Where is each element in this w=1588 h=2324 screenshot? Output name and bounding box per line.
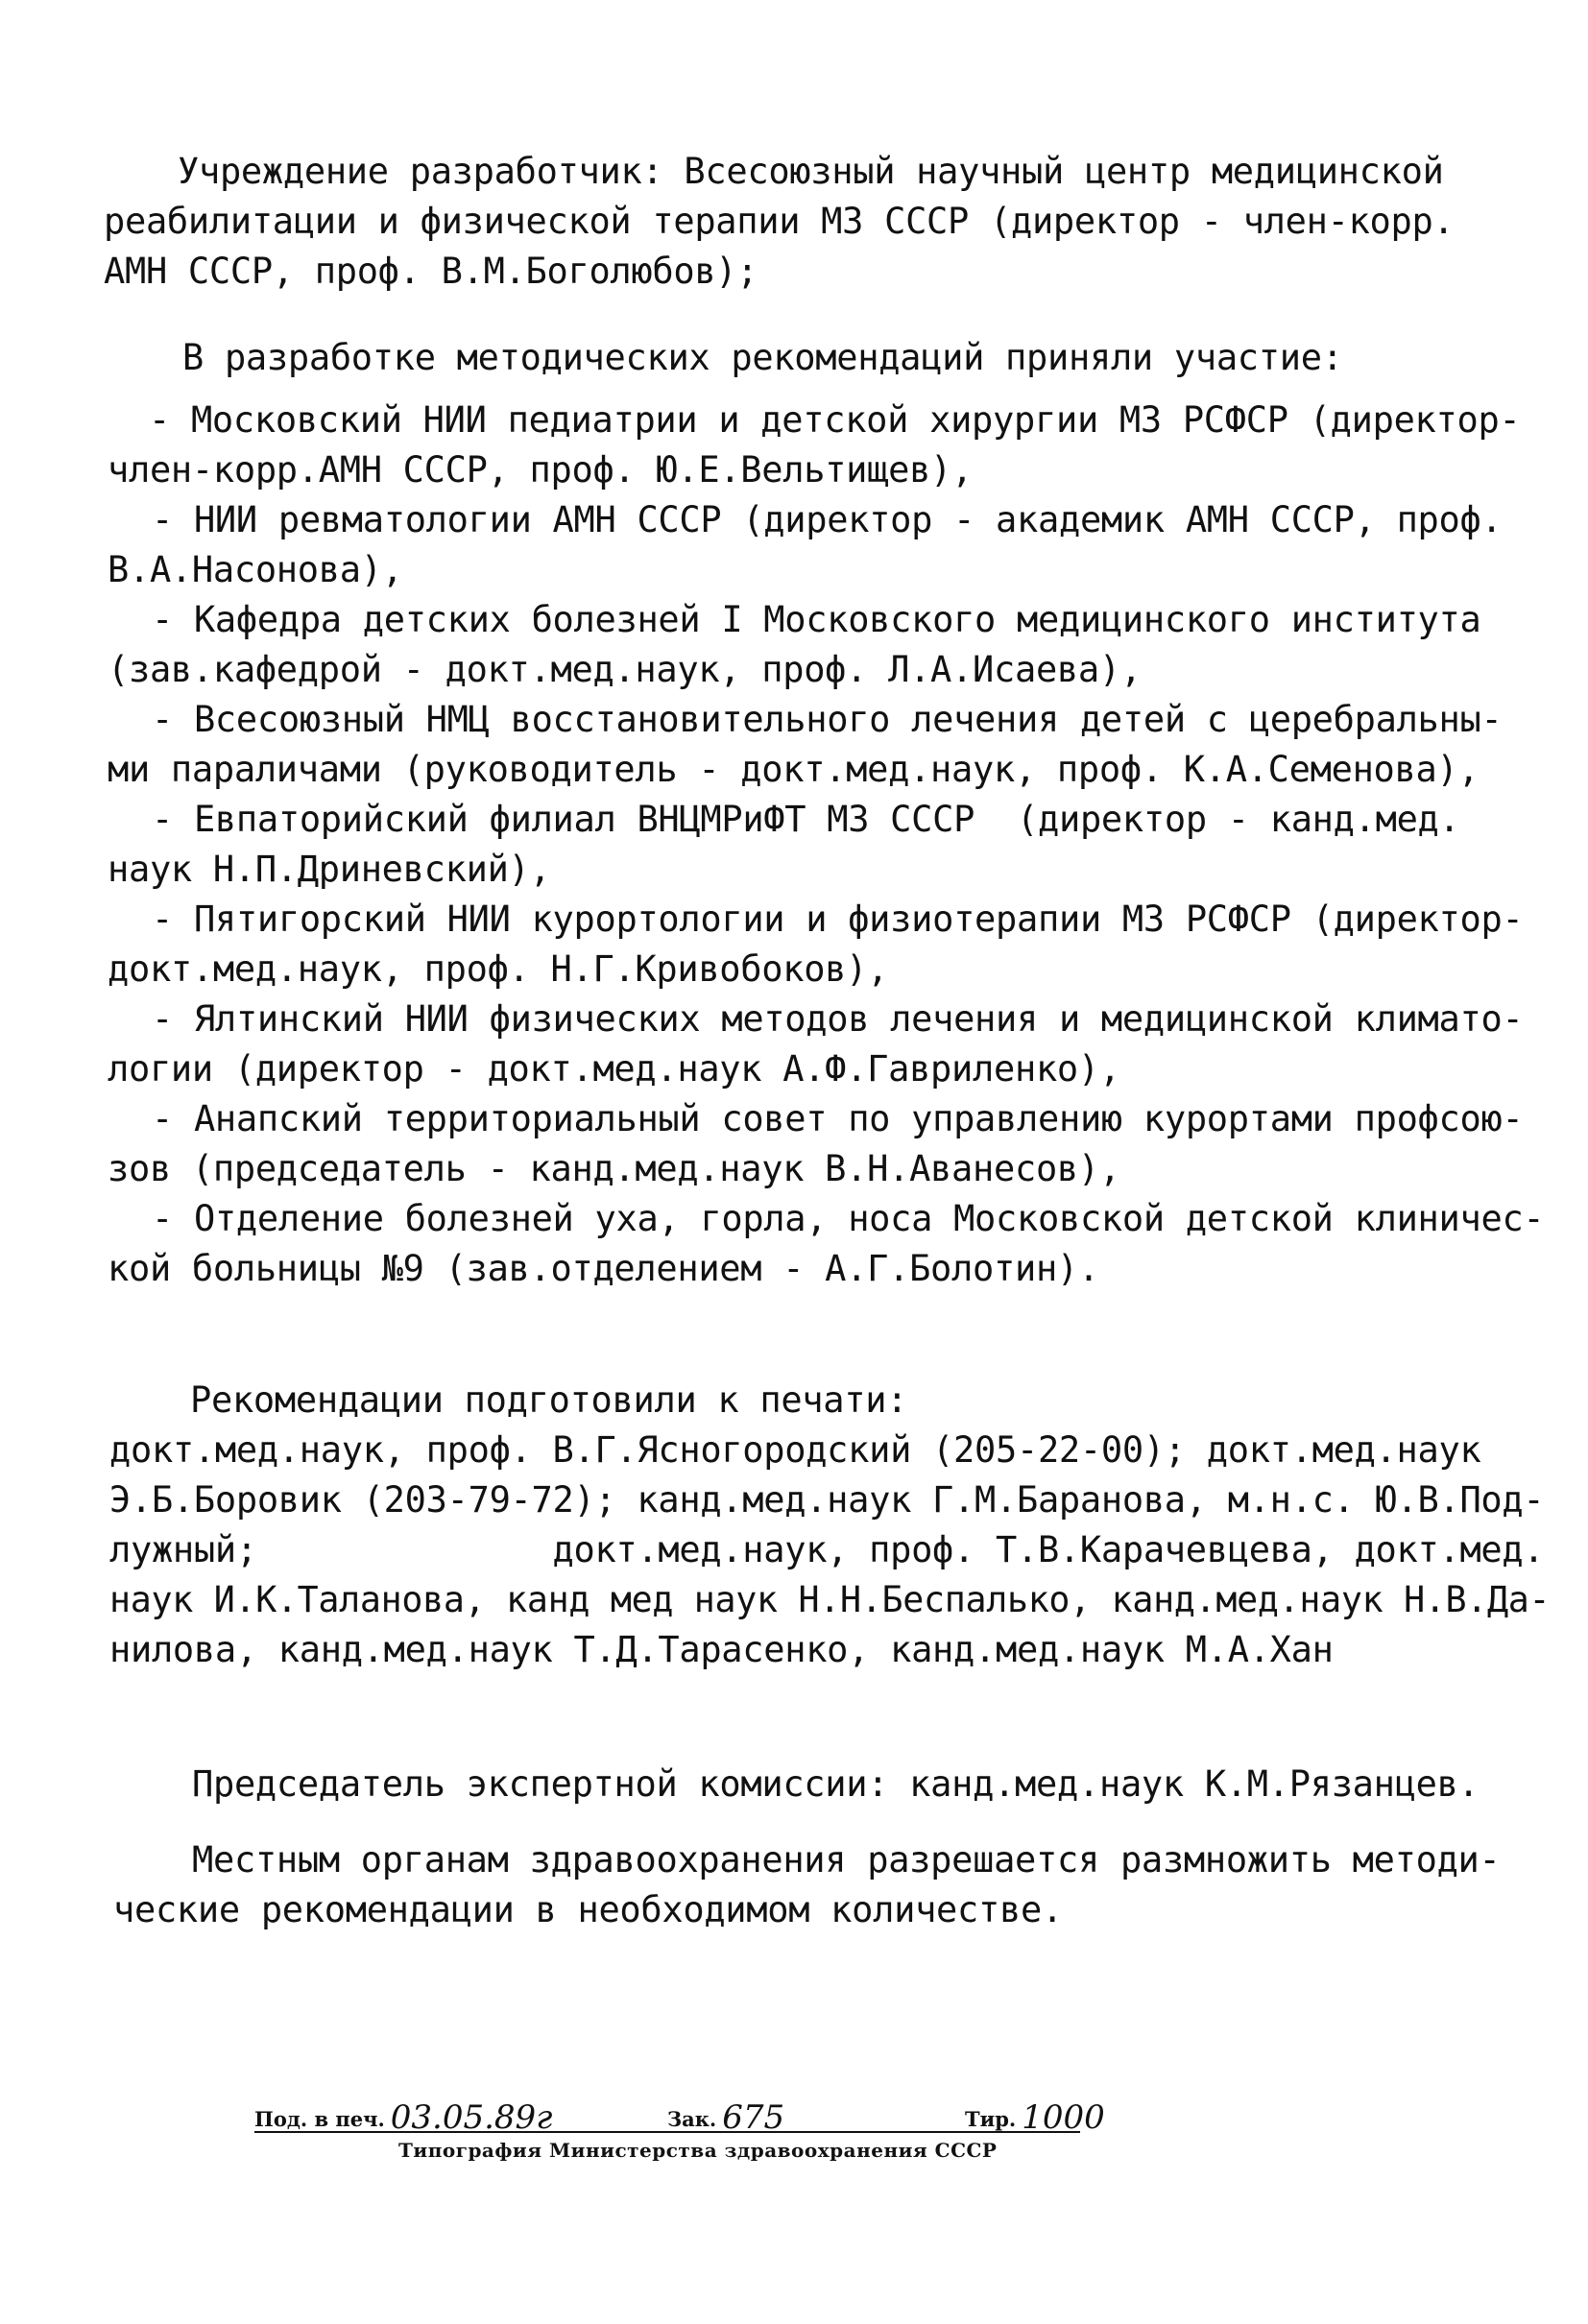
print-run bbox=[965, 2096, 1105, 2135]
participant-line: логии (директор - докт.мед.наук А.Ф.Гавриленко), bbox=[108, 1048, 1120, 1090]
prepared-heading: Рекомендации подготовили к печати: bbox=[190, 1379, 908, 1421]
developer-line-1: Учреждение разработчик: Всесоюзный научный центр медицинской bbox=[178, 151, 1444, 192]
participant-line: - Кафедра детских болезней I Московского медицинского института bbox=[152, 599, 1481, 640]
participant-line: - Всесоюзный НМЦ восстановительного лечения детей с церебральны- bbox=[152, 699, 1503, 740]
participants-intro: В разработке методических рекомендаций приняли участие: bbox=[182, 337, 1343, 378]
prepared-line: Э.Б.Боровик (203-79-72); канд.мед.наук Г.М.Баранова, м.н.с. Ю.В.Под- bbox=[109, 1479, 1545, 1521]
signed-for-print bbox=[254, 2096, 552, 2135]
order-label: Зак. bbox=[667, 2107, 717, 2131]
imprint-footer bbox=[254, 2091, 1105, 2177]
participant-line: В.А.Насонова), bbox=[108, 549, 403, 590]
print-run-label: Тир. bbox=[965, 2107, 1017, 2131]
participant-line: член-корр.АМН СССР, проф. Ю.Е.Вельтищев), bbox=[108, 449, 974, 491]
developer-line-2: реабилитации и физической терапии МЗ СССР (директор - член-корр. bbox=[104, 201, 1455, 242]
developer-line-3: АМН СССР, проф. В.М.Боголюбов); bbox=[104, 251, 758, 292]
participant-line: наук Н.П.Дриневский), bbox=[108, 849, 551, 890]
participant-line: - Ялтинский НИИ физических методов лечения и медицинской климато- bbox=[152, 998, 1524, 1040]
signed-label: Под. в печ. bbox=[254, 2107, 385, 2131]
participant-line: - Московский НИИ педиатрии и детской хирургии МЗ РСФСР (директор- bbox=[149, 399, 1521, 441]
signed-date-handwritten: 03.05.89г bbox=[390, 2098, 553, 2137]
participant-line: - НИИ ревматологии АМН СССР (директор - академик АМН СССР, проф. bbox=[152, 499, 1503, 540]
printer-name: Типография Министерства здравоохранения СССР bbox=[398, 2139, 998, 2162]
order-number-handwritten: 675 bbox=[722, 2098, 785, 2137]
prepared-line: лужный; докт.мед.наук, проф. Т.В.Карачевцева, докт.мед. bbox=[109, 1529, 1545, 1570]
print-run-handwritten: 1000 bbox=[1022, 2098, 1105, 2137]
participant-line: ми параличами (руководитель - докт.мед.наук, проф. К.А.Семенова), bbox=[108, 749, 1480, 790]
commission-chairman: Председатель экспертной комиссии: канд.мед.наук К.М.Рязанцев. bbox=[192, 1763, 1480, 1805]
participant-line: - Отделение болезней уха, горла, носа Московской детской клиничес- bbox=[152, 1198, 1545, 1239]
participant-line: - Евпаторийский филиал ВНЦМРиФТ МЗ СССР (директор - канд.мед. bbox=[152, 799, 1460, 840]
participant-line: докт.мед.наук, проф. Н.Г.Кривобоков), bbox=[108, 948, 889, 990]
order-number bbox=[667, 2096, 784, 2135]
participant-line: кой больницы №9 (зав.отделением - А.Г.Болотин). bbox=[108, 1248, 1099, 1289]
participant-line: зов (председатель - канд.мед.наук В.Н.Аванесов), bbox=[108, 1148, 1120, 1189]
prepared-line: нилова, канд.мед.наук Т.Д.Тарасенко, канд.мед.наук М.А.Хан bbox=[109, 1629, 1334, 1670]
participant-line: - Пятигорский НИИ курортологии и физиотерапии МЗ РСФСР (директор- bbox=[152, 898, 1524, 940]
permission-line-2: ческие рекомендации в необходимом количестве. bbox=[113, 1889, 1063, 1930]
imprint-divider bbox=[254, 2131, 1080, 2133]
permission-line-1: Местным органам здравоохранения разрешается размножить методи- bbox=[192, 1839, 1501, 1881]
participant-line: - Анапский территориальный совет по управлению курортами профсою- bbox=[152, 1098, 1524, 1139]
prepared-line: докт.мед.наук, проф. В.Г.Ясногородский (205-22-00); докт.мед.наук bbox=[109, 1429, 1481, 1471]
participant-line: (зав.кафедрой - докт.мед.наук, проф. Л.А.Исаева), bbox=[108, 649, 1142, 690]
imprint-row bbox=[254, 2091, 1105, 2137]
prepared-line: наук И.К.Таланова, канд мед наук Н.Н.Беспалько, канд.мед.наук Н.В.Да- bbox=[109, 1579, 1551, 1620]
